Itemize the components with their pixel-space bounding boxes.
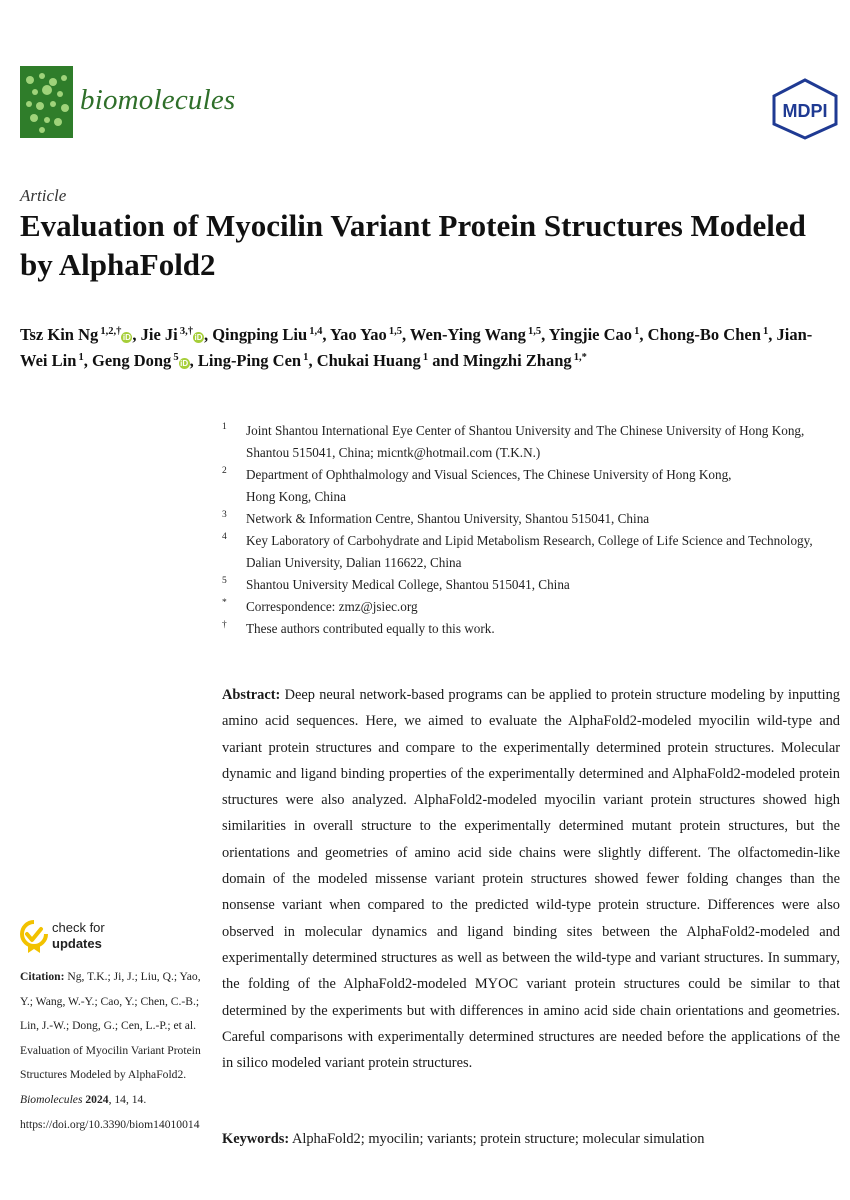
affiliation-mark: 5	[222, 576, 227, 586]
mdpi-logo[interactable]	[770, 78, 840, 145]
author-separator: ,	[541, 325, 549, 344]
affiliation-item	[222, 420, 837, 464]
author-separator: ,	[132, 325, 141, 344]
affiliation-line: Dalian University, Dalian 116622, China	[246, 555, 462, 570]
author-name[interactable]: Yao Yao	[330, 325, 387, 344]
affiliation-mark: 4	[222, 532, 227, 542]
affiliation-item	[222, 618, 837, 640]
author-affiliation-sup: 1,5	[525, 326, 542, 337]
author-separator: and	[428, 351, 463, 370]
abstract	[222, 682, 840, 1076]
author-name[interactable]: Qingping Liu	[212, 325, 308, 344]
author-affiliation-sup: 1,*	[571, 352, 587, 363]
affiliation-item	[222, 464, 837, 508]
journal-name: biomolecules	[80, 84, 236, 116]
author-separator: ,	[189, 351, 198, 370]
affiliation-item	[222, 508, 837, 530]
author-name[interactable]: Mingzhi Zhang	[463, 351, 572, 370]
author-name[interactable]: Chong-Bo Chen	[647, 325, 761, 344]
author-name[interactable]: Chukai Huang	[316, 351, 421, 370]
author-name[interactable]: Jian-Wei Lin	[20, 325, 813, 370]
affiliation-line: Network & Information Centre, Shantou University, Shantou 515041, China	[246, 511, 650, 526]
author-separator: ,	[322, 325, 331, 344]
abstract-label: Abstract:	[222, 687, 281, 703]
affiliation-line: Correspondence: zmz@jsiec.org	[246, 599, 418, 614]
orcid-icon[interactable]: iD	[194, 333, 203, 342]
author-separator: ,	[639, 325, 648, 344]
article-type: Article	[20, 186, 67, 205]
author-list	[20, 322, 835, 374]
author-name[interactable]: Tsz Kin Ng	[20, 325, 99, 344]
check-updates-line1: check for	[52, 920, 105, 935]
publisher-name: MDPI	[782, 101, 828, 121]
author-separator: ,	[401, 325, 410, 344]
author-name[interactable]: Geng Dong	[92, 351, 172, 370]
author-name[interactable]: Jie Ji	[140, 325, 178, 344]
citation-journal: Biomolecules	[20, 1092, 83, 1106]
author-affiliation-sup: 5	[171, 352, 179, 363]
affiliation-mark: *	[222, 598, 227, 608]
affiliation-item	[222, 530, 837, 574]
citation	[20, 965, 210, 1137]
author-name[interactable]: Wen-Ying Wang	[409, 325, 526, 344]
author-affiliation-sup: 1	[632, 326, 640, 337]
check-updates-line2: updates	[52, 936, 102, 951]
author-affiliation-sup: 1	[420, 352, 429, 363]
author-affiliation-sup: 1,2,†	[98, 326, 122, 337]
author-name[interactable]: Yingjie Cao	[548, 325, 633, 344]
affiliation-line: Hong Kong, China	[246, 489, 347, 504]
article-title: Evaluation of Myocilin Variant Protein Structures Modeled by AlphaFold2	[20, 208, 806, 282]
keywords	[222, 1126, 840, 1152]
orcid-icon[interactable]: iD	[180, 359, 189, 368]
affiliation-line: Shantou University Medical College, Shantou 515041, China	[246, 577, 570, 592]
keywords-label: Keywords:	[222, 1131, 290, 1147]
affiliation-mark: 3	[222, 510, 227, 520]
check-updates-icon	[20, 920, 48, 954]
citation-doi-link[interactable]: https://doi.org/10.3390/biom14010014	[20, 1117, 200, 1131]
author-affiliation-sup: 1,5	[386, 326, 402, 337]
keywords-text: AlphaFold2; myocilin; variants; protein structure; molecular simulation	[291, 1131, 705, 1147]
affiliation-item	[222, 574, 837, 596]
affiliation-mark: 1	[222, 422, 227, 432]
affiliation-mark: 2	[222, 466, 227, 476]
author-separator: ,	[768, 325, 777, 344]
affiliation-item	[222, 596, 837, 618]
affiliation-line: Joint Shantou International Eye Center of Shantou University and The Chinese University of Hong Kong,	[246, 423, 805, 438]
citation-label: Citation:	[20, 970, 65, 983]
journal-logo-icon	[20, 66, 73, 138]
author-affiliation-sup: 1	[76, 352, 84, 363]
affiliation-line: Key Laboratory of Carbohydrate and Lipid Metabolism Research, College of Life Science and Technology,	[246, 533, 813, 548]
author-affiliation-sup: 1	[301, 352, 309, 363]
author-affiliation-sup: 3,†	[177, 326, 193, 337]
affiliation-line: These authors contributed equally to this work.	[246, 621, 495, 636]
affiliation-line: Department of Ophthalmology and Visual Sciences, The Chinese University of Hong Kong,	[246, 467, 732, 482]
author-separator: ,	[83, 351, 92, 370]
orcid-icon[interactable]: iD	[122, 333, 131, 342]
check-for-updates-button[interactable]	[20, 918, 210, 958]
citation-year: 2024	[85, 1092, 109, 1106]
author-affiliation-sup: 1,4	[307, 326, 323, 337]
author-separator: ,	[203, 325, 213, 344]
affiliations	[222, 420, 837, 640]
author-affiliation-sup: 1	[760, 326, 769, 337]
affiliation-line: Shantou 515041, China; micntk@hotmail.com (T.K.N.)	[246, 445, 541, 460]
citation-text: Ng, T.K.; Ji, J.; Liu, Q.; Yao, Y.; Wang, W.-Y.; Cao, Y.; Chen, C.-B.; Lin, J.-W.; Dong, G.; Cen, L.-P.; et al. Evaluation of Myocilin Variant Protein Structures Modeled by AlphaFold2.	[20, 970, 201, 1082]
citation-volume: , 14, 14.	[108, 1092, 147, 1106]
abstract-text: Deep neural network-based programs can be applied to protein structure modeling by inputting amino acid sequences. Here, we aimed to evaluate the AlphaFold2-modeled myocilin wild-type and variant protein structures and compare to the experimentally determined protein structures. Molecular dynamic and ligand binding properties of the experimentally determined and AlphaFold2-modeled protein structures were also analyzed. AlphaFold2-modeled myocilin variant protein structures showed high similarities in overall structure to the experimentally determined mutant protein structures, but the orientations and geometries of amino acid side chains were slightly different. The olfactomedin-like domain of the modeled missense variant protein structures showed fewer folding changes than the nonsense variant when compared to the predicted wild-type protein structure. Differences were also observed in molecular dynamics and ligand binding sites between the AlphaFold2-modeled and experimentally determined structures as well as between the wild-type and variant structures. In summary, the folding of the AlphaFold2-modeled MYOC variant protein structures could be similar to that determined by the experiments but with differences in amino acid side chain orientations and geometries. Careful comparisons with experimentally determined structures are needed before the applications of the in silico modeled variant protein structures.	[222, 687, 840, 1072]
author-separator: ,	[308, 351, 317, 370]
affiliation-mark: †	[222, 620, 227, 630]
author-name[interactable]: Ling-Ping Cen	[197, 351, 302, 370]
